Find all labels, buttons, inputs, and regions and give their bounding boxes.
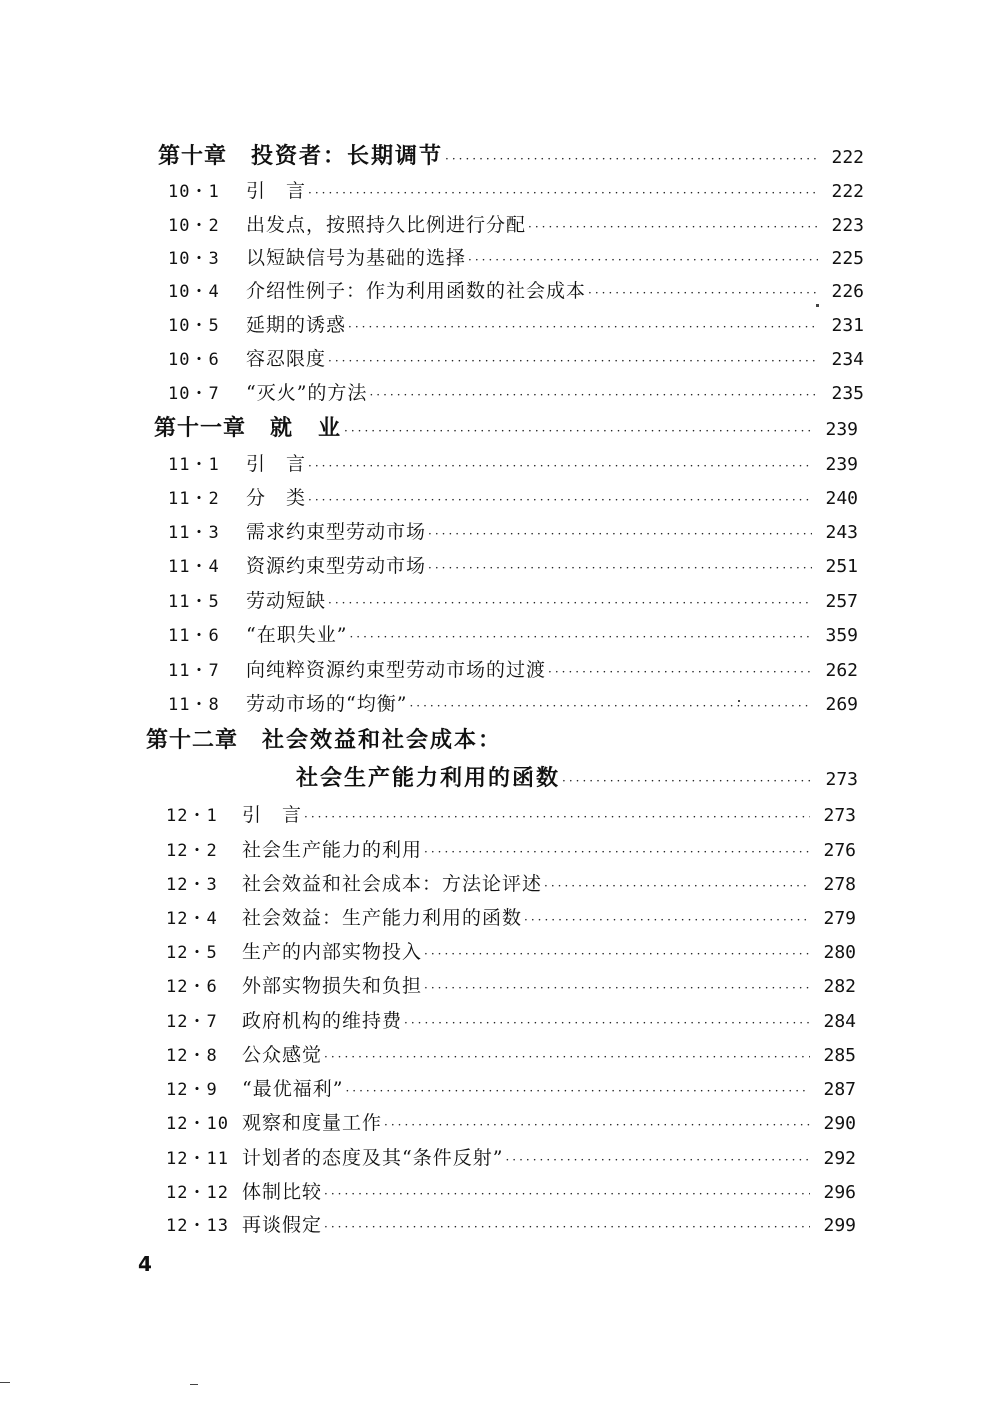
- page-ref: 257: [825, 591, 858, 612]
- page-number: 4: [138, 1252, 152, 1276]
- toc-entry: [166, 798, 856, 832]
- page-ref: 234: [831, 349, 864, 370]
- dot-leader: [304, 800, 810, 832]
- dot-leader: [548, 655, 812, 687]
- chapter-heading-continued: [296, 761, 858, 795]
- section-number: 12・6: [166, 977, 218, 997]
- section-number: 11・2: [168, 489, 220, 509]
- dot-leader: [404, 1006, 810, 1038]
- toc-entry: [168, 241, 864, 275]
- dot-leader: [562, 764, 812, 795]
- section-number: 11・6: [168, 626, 220, 646]
- toc-entry: [166, 1038, 856, 1072]
- dot-leader: [308, 449, 812, 481]
- dot-leader: [445, 142, 818, 173]
- toc-entry: [168, 584, 858, 618]
- section-number: 12・10: [166, 1114, 229, 1134]
- section-title: 再谈假定: [242, 1214, 323, 1236]
- toc-entry: [168, 174, 864, 208]
- dot-leader: [369, 378, 818, 410]
- chapter-heading: [158, 139, 864, 173]
- chapter-title: 投资者：长期调节: [251, 143, 444, 169]
- page-ref: 223: [831, 215, 864, 236]
- section-title: 计划者的态度及其“条件反射”: [242, 1147, 504, 1169]
- toc-entry: [166, 1175, 856, 1209]
- toc-entry: [168, 515, 858, 549]
- scan-speck: [190, 1384, 198, 1385]
- toc-entry: [168, 308, 864, 342]
- section-title: “最优福利”: [242, 1078, 344, 1100]
- section-title: 引 言: [246, 453, 307, 475]
- section-number: 11・3: [168, 523, 220, 543]
- toc-entry: [168, 653, 858, 687]
- dot-leader: [468, 243, 818, 275]
- toc-entry: [166, 901, 856, 935]
- section-title: 引 言: [246, 180, 307, 202]
- section-number: 10・7: [168, 384, 220, 404]
- toc-entry: [166, 1141, 856, 1175]
- dot-leader: [308, 483, 812, 515]
- chapter-title: 社会效益和社会成本：: [262, 727, 503, 753]
- page-ref: 222: [831, 181, 864, 202]
- page-ref: 251: [825, 556, 858, 577]
- toc-entry: [168, 342, 864, 376]
- dot-leader: [324, 1210, 810, 1242]
- dot-leader: [324, 1177, 810, 1209]
- section-number: 12・13: [166, 1216, 229, 1236]
- page-ref: 287: [823, 1079, 856, 1100]
- section-title: 外部实物损失和负担: [242, 975, 423, 997]
- chapter-label: 第十一章: [154, 415, 247, 441]
- toc-entry: [166, 935, 856, 969]
- section-title: “灭火”的方法: [246, 382, 368, 404]
- section-number: 10・3: [168, 249, 220, 269]
- section-title: 政府机构的维持费: [242, 1010, 403, 1032]
- section-title: 出发点，按照持久比例进行分配: [246, 214, 527, 236]
- section-title: 需求约束型劳动市场: [246, 521, 427, 543]
- page-ref: 273: [823, 805, 856, 826]
- section-title: 介绍性例子：作为利用函数的社会成本: [246, 280, 587, 302]
- section-number: 10・6: [168, 350, 220, 370]
- toc-entry: [166, 969, 856, 1003]
- dot-leader: [349, 620, 812, 652]
- toc-entry: [168, 208, 864, 242]
- section-number: 12・9: [166, 1080, 218, 1100]
- section-number: 12・4: [166, 909, 218, 929]
- dot-leader: [528, 210, 818, 242]
- page-ref: 279: [823, 908, 856, 929]
- dot-leader: [505, 1143, 810, 1175]
- toc-entry: [166, 833, 856, 867]
- page-ref: 226: [831, 281, 864, 302]
- toc-entry: [166, 867, 856, 901]
- dot-leader: [308, 176, 818, 208]
- toc-entry: [168, 481, 858, 515]
- section-title: 资源约束型劳动市场: [246, 555, 427, 577]
- dot-leader: [344, 414, 812, 445]
- dot-leader: [345, 1074, 810, 1106]
- section-number: 10・1: [168, 182, 220, 202]
- page-ref: 235: [831, 383, 864, 404]
- scan-speck: [0, 1382, 10, 1383]
- page-ref: 269: [825, 694, 858, 715]
- section-number: 11・7: [168, 661, 220, 681]
- section-number: 11・1: [168, 455, 220, 475]
- section-title: 公众感觉: [242, 1044, 323, 1066]
- toc-entry: [168, 376, 864, 410]
- dot-leader: [424, 835, 810, 867]
- dot-leader: [409, 689, 812, 721]
- page-ref: 285: [823, 1045, 856, 1066]
- page-ref: 292: [823, 1148, 856, 1169]
- chapter-subtitle: 社会生产能力利用的函数: [296, 765, 561, 791]
- section-number: 10・4: [168, 282, 220, 302]
- section-title: “在职失业”: [246, 624, 348, 646]
- page-ref: 296: [823, 1182, 856, 1203]
- section-number: 12・11: [166, 1149, 229, 1169]
- section-title: 延期的诱惑: [246, 314, 347, 336]
- page-ref: 280: [823, 942, 856, 963]
- dot-leader: [424, 971, 810, 1003]
- scan-speck: [738, 700, 740, 702]
- page-ref: 278: [823, 874, 856, 895]
- section-title: 体制比较: [242, 1181, 323, 1203]
- section-number: 12・8: [166, 1046, 218, 1066]
- dot-leader: [328, 586, 812, 618]
- dot-leader: [428, 517, 812, 549]
- dot-leader: [384, 1108, 810, 1140]
- section-number: 12・2: [166, 841, 218, 861]
- section-title: 社会效益和社会成本：方法论评述: [242, 873, 543, 895]
- section-title: 容忍限度: [246, 348, 327, 370]
- page-ref: 273: [825, 769, 858, 790]
- section-title: 社会效益：生产能力利用的函数: [242, 907, 523, 929]
- toc-entry: [168, 549, 858, 583]
- dot-leader: [588, 276, 818, 308]
- dot-leader: [428, 551, 812, 583]
- section-title: 以短缺信号为基础的选择: [246, 247, 467, 269]
- section-title: 分 类: [246, 487, 307, 509]
- page-ref: 290: [823, 1113, 856, 1134]
- section-title: 生产的内部实物投入: [242, 941, 423, 963]
- page-ref: 231: [831, 315, 864, 336]
- dot-leader: [348, 310, 818, 342]
- section-number: 10・5: [168, 316, 220, 336]
- page-ref: 222: [831, 147, 864, 168]
- toc-entry: [168, 687, 858, 721]
- dot-leader: [544, 869, 810, 901]
- page-ref: 239: [825, 454, 858, 475]
- page-ref: 276: [823, 840, 856, 861]
- section-number: 12・12: [166, 1183, 229, 1203]
- dot-leader: [324, 1040, 810, 1072]
- toc-entry: [168, 447, 858, 481]
- chapter-label: 第十二章: [146, 727, 239, 753]
- page-ref: 284: [823, 1011, 856, 1032]
- section-number: 12・5: [166, 943, 218, 963]
- section-number: 10・2: [168, 216, 220, 236]
- page-ref: 239: [825, 419, 858, 440]
- page-ref: 262: [825, 660, 858, 681]
- section-title: 劳动短缺: [246, 590, 327, 612]
- section-number: 12・1: [166, 806, 218, 826]
- section-number: 11・5: [168, 592, 220, 612]
- dot-leader: [328, 344, 818, 376]
- scan-speck: [816, 304, 819, 307]
- section-number: 12・3: [166, 875, 218, 895]
- toc-entry: [168, 618, 858, 652]
- page-ref: 240: [825, 488, 858, 509]
- section-title: 社会生产能力的利用: [242, 839, 423, 861]
- section-number: 11・8: [168, 695, 220, 715]
- dot-leader: [524, 903, 810, 935]
- page-ref: 282: [823, 976, 856, 997]
- section-title: 引 言: [242, 804, 303, 826]
- dot-leader: [424, 937, 810, 969]
- page-ref: 243: [825, 522, 858, 543]
- page-ref: 225: [831, 248, 864, 269]
- chapter-heading: [146, 723, 706, 757]
- section-number: 11・4: [168, 557, 220, 577]
- section-number: 12・7: [166, 1012, 218, 1032]
- toc-entry: [166, 1106, 856, 1140]
- section-title: 观察和度量工作: [242, 1112, 383, 1134]
- toc-entry: [166, 1004, 856, 1038]
- page-ref: 299: [823, 1215, 856, 1236]
- chapter-heading: [154, 411, 858, 445]
- page-ref: 359: [825, 625, 858, 646]
- chapter-title: 就 业: [270, 415, 343, 441]
- section-title: 劳动市场的“均衡”: [246, 693, 408, 715]
- section-title: 向纯粹资源约束型劳动市场的过渡: [246, 659, 547, 681]
- toc-entry: [166, 1208, 856, 1242]
- toc-entry: [166, 1072, 856, 1106]
- toc-entry: [168, 274, 864, 308]
- chapter-label: 第十章: [158, 143, 228, 169]
